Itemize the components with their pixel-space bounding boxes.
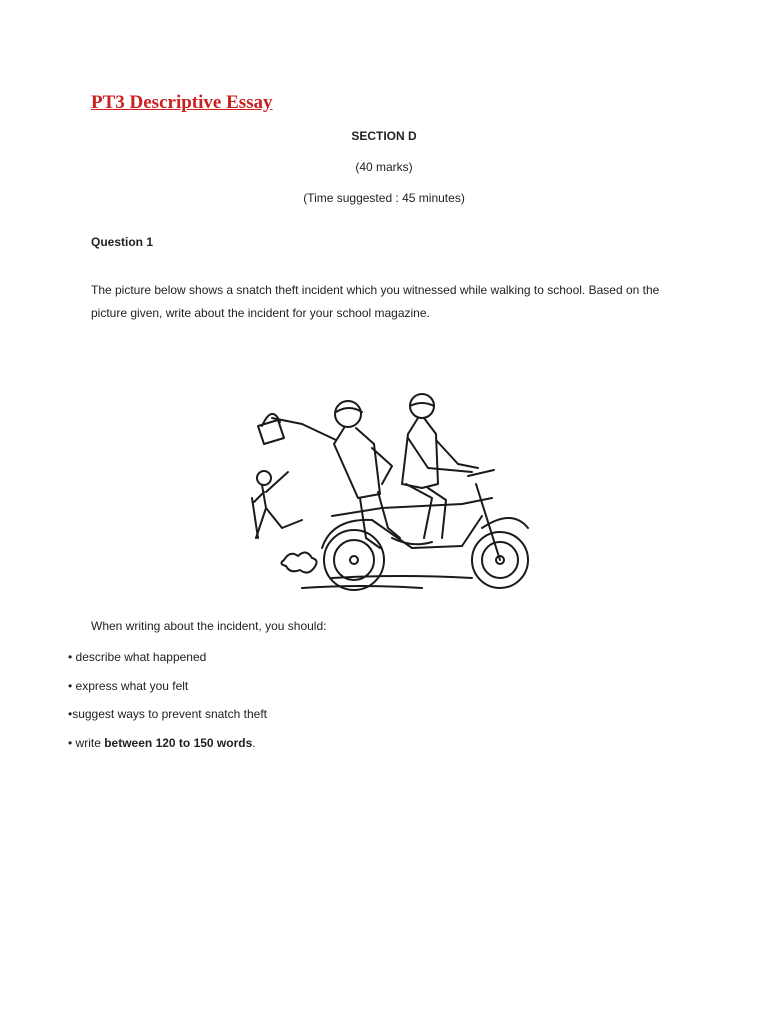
bullet-text: write [75,735,105,750]
bullet-text: express what you felt [75,678,189,693]
list-item [68,736,267,765]
marks-label: (40 marks) [355,160,413,174]
bullet-suffix: . [252,735,256,750]
list-item [68,707,267,736]
bullet-marker: • [68,650,76,664]
list-item [68,679,267,708]
page-title: PT3 Descriptive Essay [91,92,273,113]
bullet-marker: • [68,707,73,721]
list-item [68,650,267,679]
instructions-intro: When writing about the incident, you should: [91,619,327,633]
bullet-text: suggest ways to prevent snatch theft [72,707,267,721]
bullet-text: describe what happened [75,650,207,664]
section-heading: SECTION D [351,129,417,143]
bullet-marker: • [68,678,76,693]
bullet-marker: • [68,735,76,750]
time-suggested: (Time suggested : 45 minutes) [303,191,465,205]
question-text: The picture below shows a snatch theft incident which you witnessed while walking to school. Based on the picture given, write about the incident for your school magazine. [91,283,660,320]
word-count: between 120 to 150 words [104,735,253,750]
snatch-theft-illustration [232,388,532,600]
instruction-list [68,650,267,764]
question-label: Question 1 [91,235,154,249]
